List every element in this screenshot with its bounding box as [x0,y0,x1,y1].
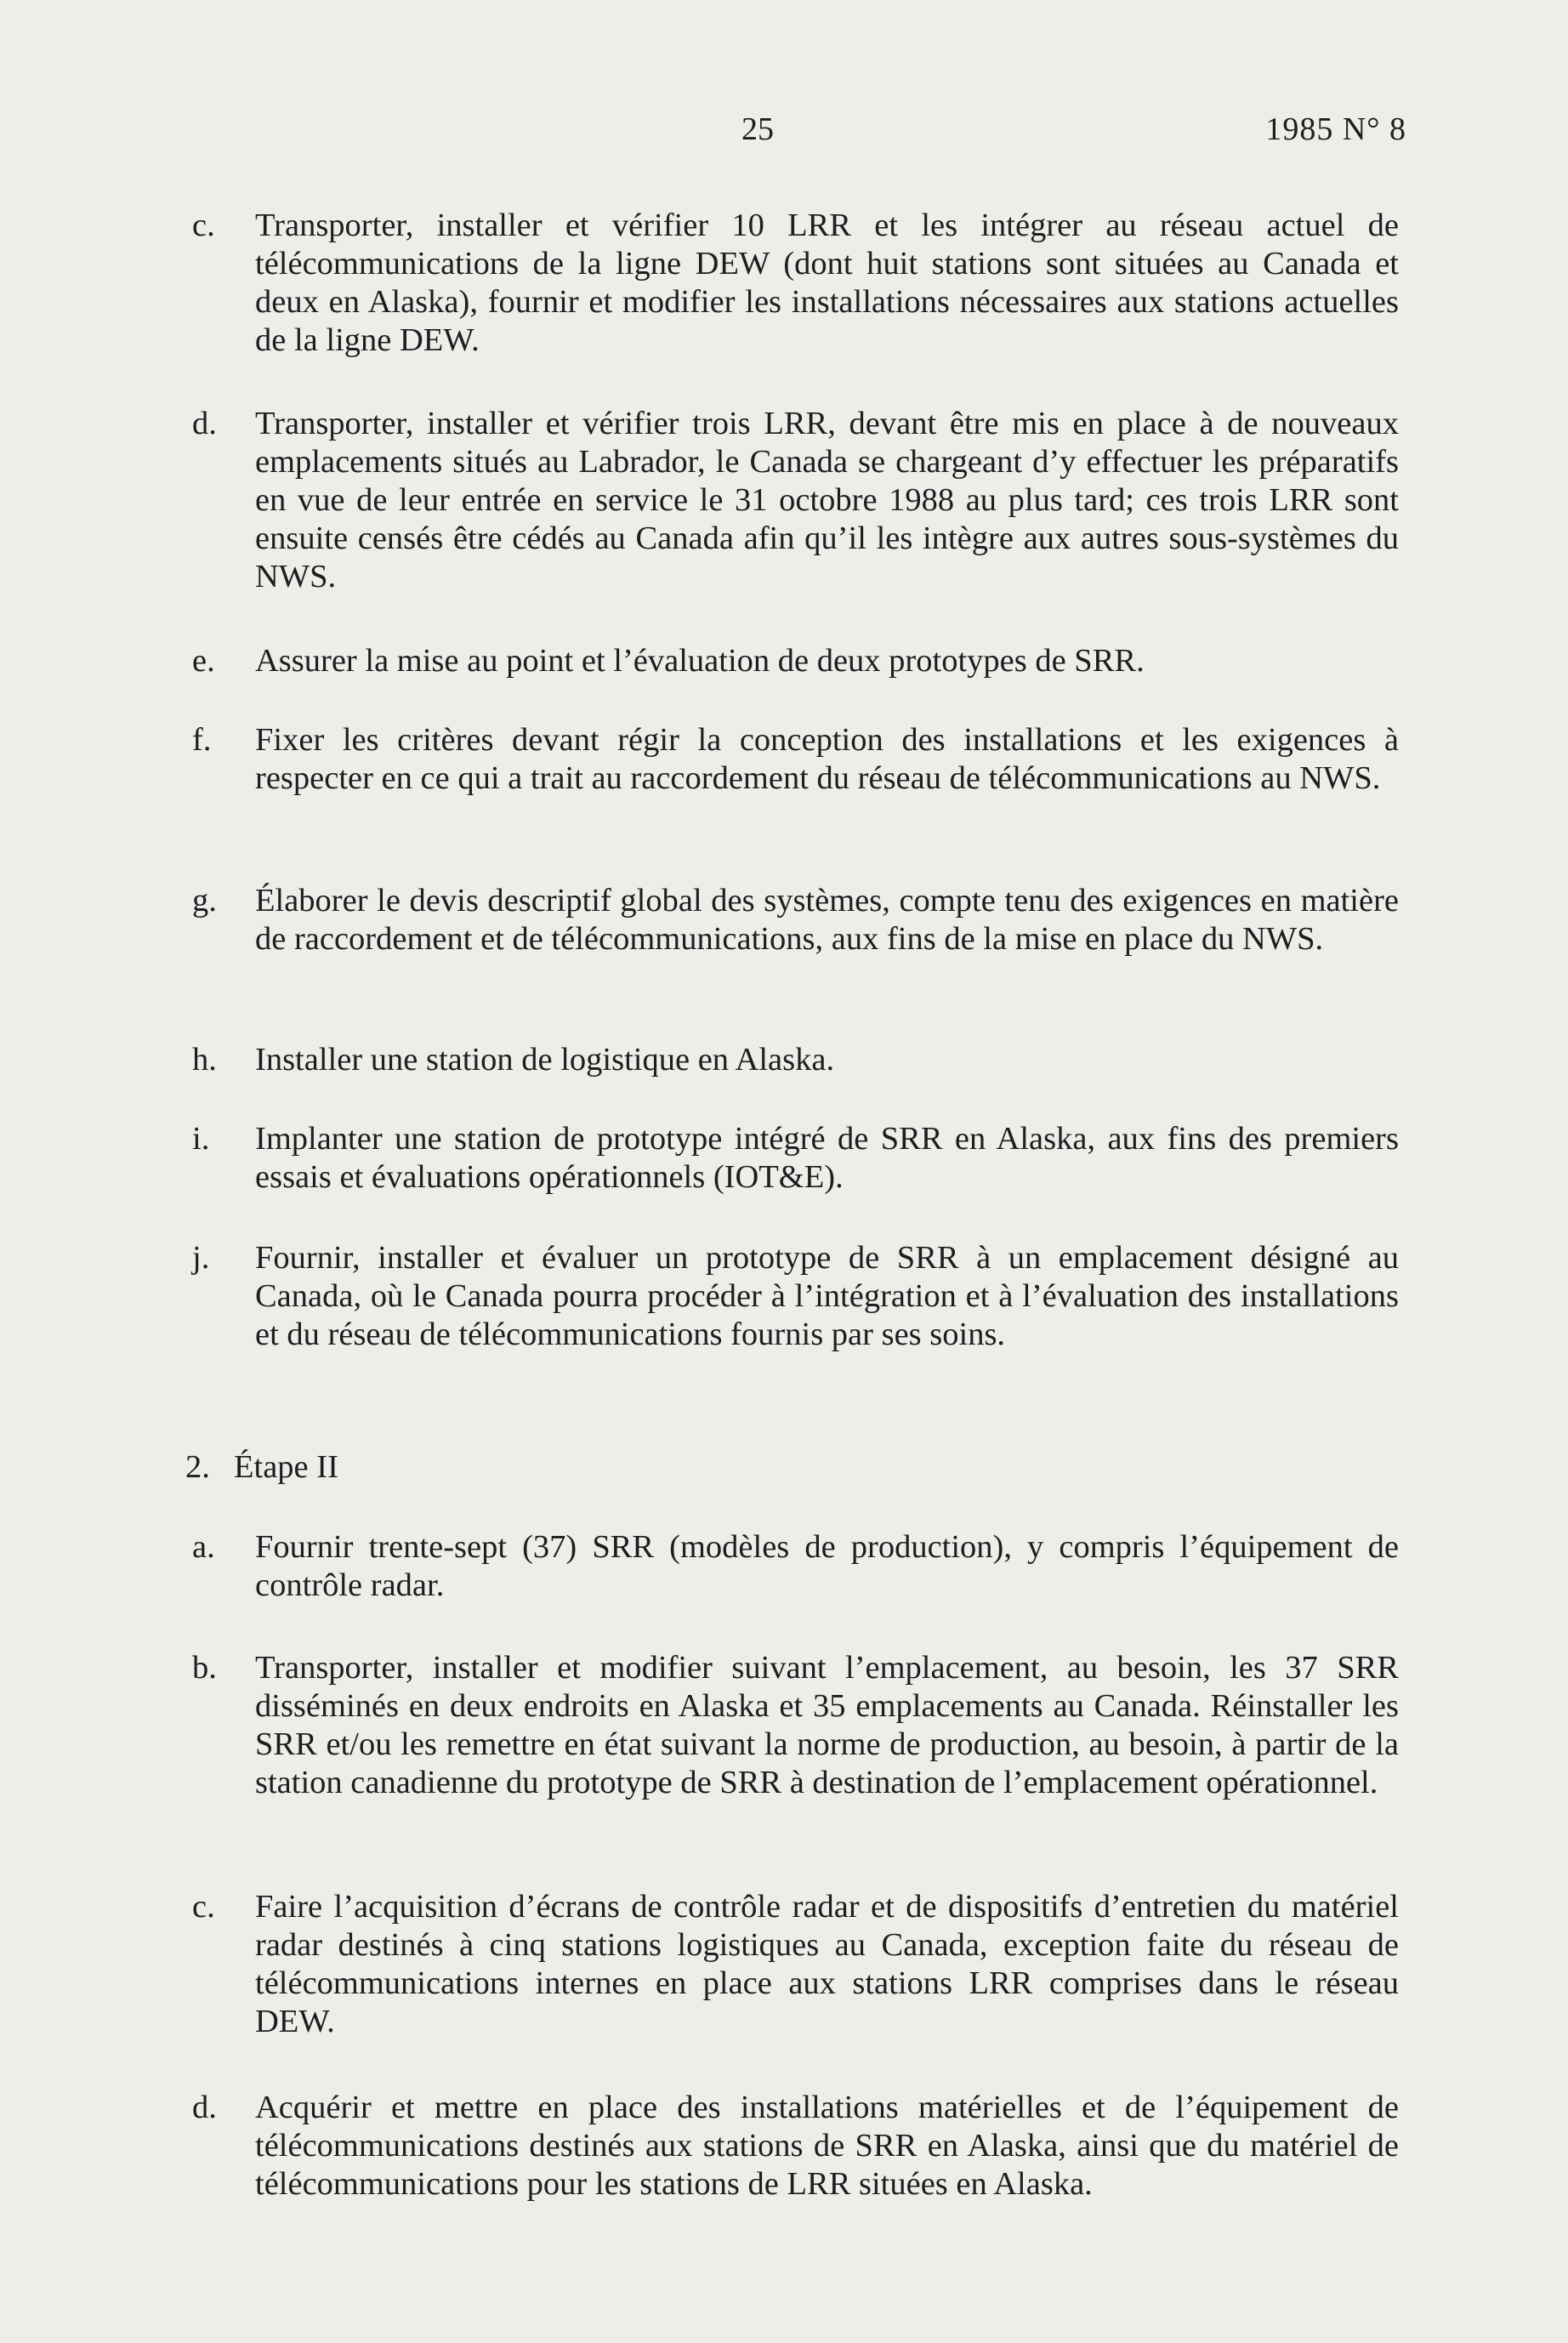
item-text: Transporter, installer et modifier suivant l’emplacement, au besoin, les 37 SRR disséminés en deux endroits en Alaska et 35 emplacements au Canada. Réinstaller les SRR et/ou les remettre en état suivant la norme de production, au besoin, à partir de la station canadienne du prototype de SRR à destination de l’emplacement opérationnel. [255,1650,1399,1800]
item-letter: h. [192,1042,217,1078]
item-text: Acquérir et mettre en place des installations matérielles et de l’équipement de télécommunications destinés aux stations de SRR en Alaska, ainsi que du matériel de télécommunications pour les stations de LRR situées en Alaska. [255,2090,1399,2202]
section-title: Étape II [234,1449,338,1485]
list-item-c [192,207,1399,360]
section-number: 2. [185,1449,210,1485]
item-letter: d. [192,406,217,441]
page-header [0,102,1568,153]
item-letter: j. [192,1240,210,1276]
item-letter: b. [192,1650,217,1686]
page-number: 25 [741,111,774,147]
item-text: Transporter, installer et vérifier 10 LRR et les intégrer au réseau actuel de télécommunications de la ligne DEW (dont huit stations sont situées au Canada et deux en Alaska), fournir et modifier les installations nécessaires aux stations actuelles de la ligne DEW. [255,208,1399,358]
list-item-f [192,721,1399,798]
list-item-d [192,2089,1399,2204]
item-text: Fournir trente-sept (37) SRR (modèles de production), y compris l’équipement de contrôle radar. [255,1529,1399,1603]
item-text: Fournir, installer et évaluer un prototype de SRR à un emplacement désigné au Canada, où le Canada pourra procéder à l’intégration et à l’évaluation des installations et du réseau de télécommunications fournis par ses soins. [255,1240,1399,1352]
item-letter: e. [192,643,215,679]
list-item-i [192,1120,1399,1197]
item-letter: i. [192,1121,210,1157]
list-item-c [192,1888,1399,2041]
item-text: Installer une station de logistique en Alaska. [255,1042,835,1078]
list-item-h [192,1041,1399,1079]
item-letter: f. [192,722,212,758]
item-letter: c. [192,1889,215,1925]
item-letter: g. [192,883,217,918]
item-text: Assurer la mise au point et l’évaluation de deux prototypes de SRR. [255,643,1145,679]
item-letter: d. [192,2090,217,2125]
item-text: Implanter une station de prototype intégré de SRR en Alaska, aux fins des premiers essais et évaluations opérationnels (IOT&E). [255,1121,1399,1195]
document-reference: 1985 N° 8 [1265,111,1406,147]
list-item-g [192,882,1399,958]
item-text: Élaborer le devis descriptif global des systèmes, compte tenu des exigences en matière de raccordement et de télécommunications, aux fins de la mise en place du NWS. [255,883,1399,957]
section-heading [185,1448,338,1487]
item-letter: a. [192,1529,215,1565]
list-item-j [192,1239,1399,1354]
list-item-a [192,1528,1399,1605]
item-text: Transporter, installer et vérifier trois LRR, devant être mis en place à de nouveaux emplacements situés au Labrador, le Canada se chargeant d’y effectuer les préparatifs en vue de leur entrée en service le 31 octobre 1988 au plus tard; ces trois LRR sont ensuite censés être cédés au Canada afin qu’il les intègre aux autres sous-systèmes du NWS. [255,406,1399,594]
list-item-b [192,1649,1399,1802]
item-text: Fixer les critères devant régir la conception des installations et les exigences à respecter en ce qui a trait au raccordement du réseau de télécommunications au NWS. [255,722,1399,796]
list-item-e [192,642,1399,680]
item-text: Faire l’acquisition d’écrans de contrôle radar et de dispositifs d’entretien du matériel radar destinés à cinq stations logistiques au Canada, exception faite du réseau de télécommunications internes en place aux stations LRR comprises dans le réseau DEW. [255,1889,1399,2039]
list-item-d [192,405,1399,596]
item-letter: c. [192,208,215,243]
